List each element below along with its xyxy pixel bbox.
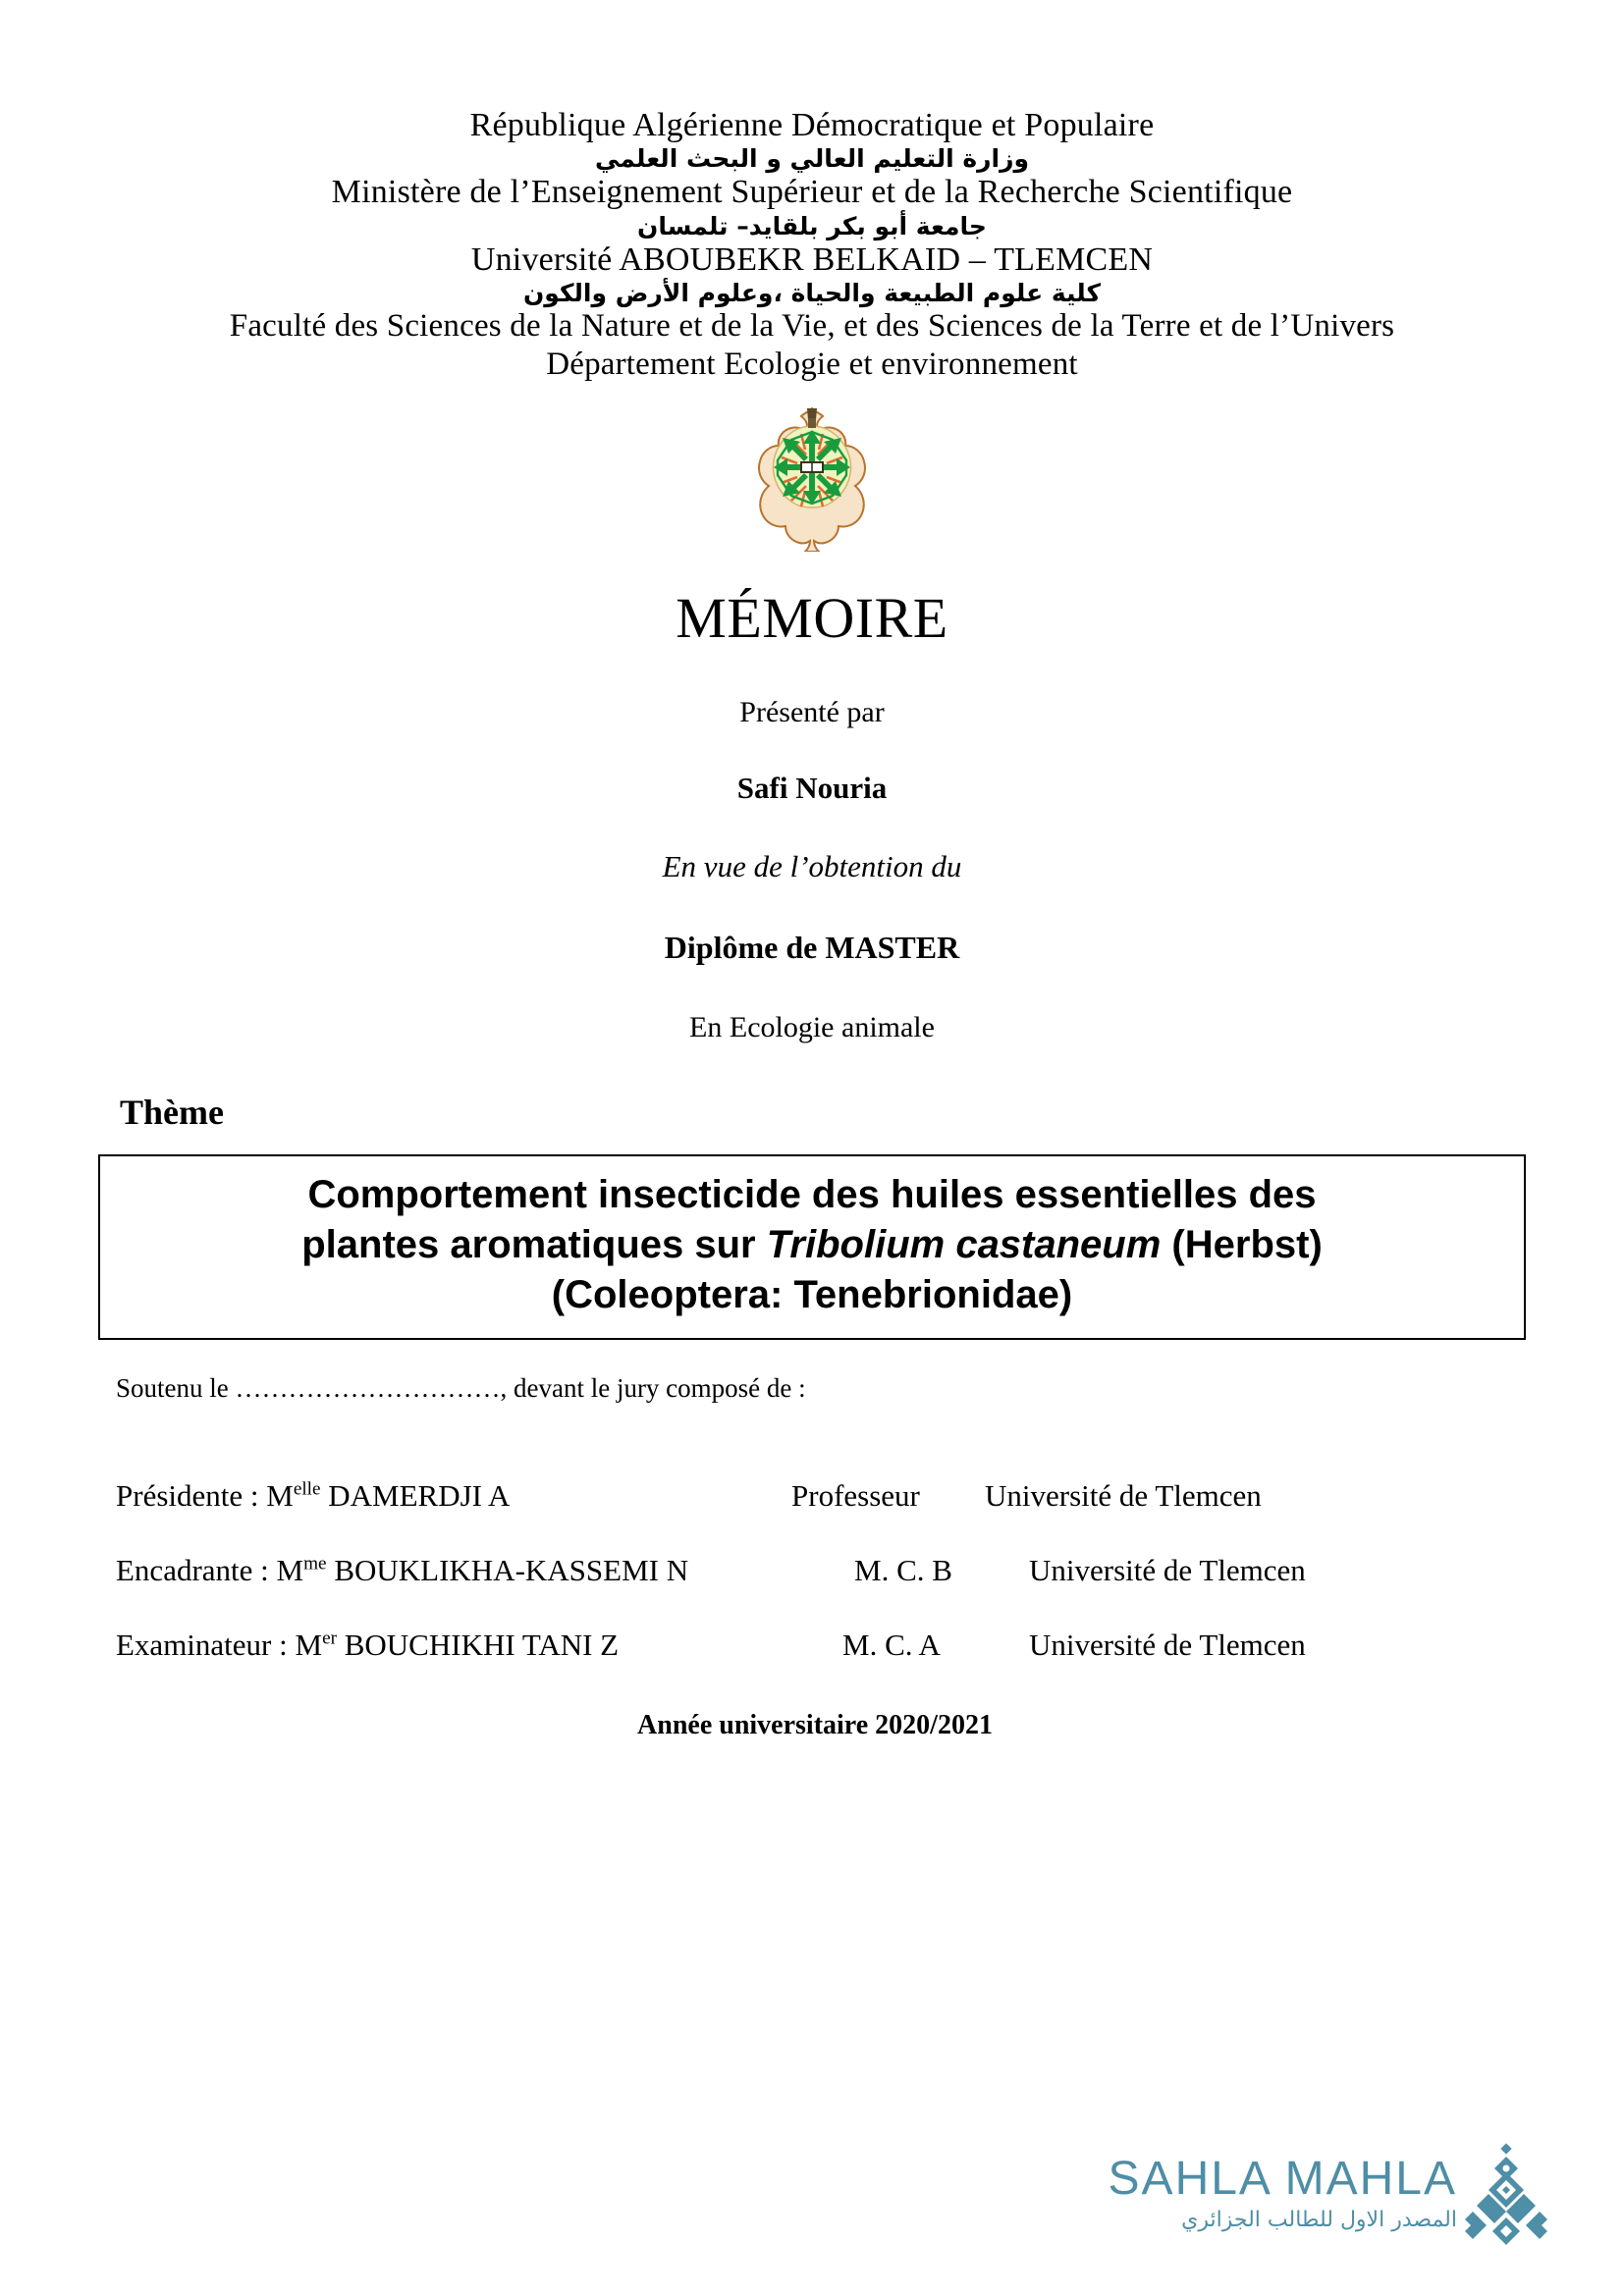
- jury-role-supervisor: Encadrante : $M^{me}$ BOUKLIKHA-KASSEMI N: [116, 1553, 689, 1588]
- jury-role-president: Présidente : $M^{elle}$ DAMERDJI A: [116, 1478, 511, 1514]
- academic-year: Année universitaire 2020/2021: [637, 1710, 993, 1741]
- jury-grade: M. C. A: [842, 1628, 941, 1663]
- jury-list: [116, 1478, 1624, 1665]
- jury-role-suffix: er: [322, 1629, 337, 1650]
- watermark-subtitle-ar: المصدر الاول للطالب الجزائري: [1181, 2207, 1457, 2232]
- jury-role-suffix: me: [303, 1554, 327, 1575]
- jury-row: [116, 1478, 1624, 1516]
- header-line-department: Département Ecologie et environnement: [546, 346, 1078, 382]
- emblem-container: [0, 406, 1624, 552]
- jury-university: Université de Tlemcen: [1029, 1628, 1306, 1663]
- thesis-title-line-2-post: (Herbst): [1161, 1223, 1323, 1267]
- jury-grade: M. C. B: [854, 1553, 952, 1588]
- sahla-mahla-watermark: [1109, 2143, 1547, 2245]
- jury-role-examiner: Examinateur : Mer BOUCHIKHI TANI Z: [116, 1628, 620, 1663]
- watermark-text: [1108, 2152, 1457, 2232]
- thesis-title-line-3: (Coleoptera: Tenebrionidae): [551, 1273, 1073, 1317]
- header-line-university-fr: Université ABOUBEKR BELKAID – TLEMCEN: [470, 240, 1154, 278]
- institution-header: [0, 0, 1624, 383]
- header-line-ministry-fr: Ministère de l’Enseignement Supérieur et de la Recherche Scientifique: [331, 174, 1293, 211]
- header-line-faculty-ar: كلية علوم الطبيعة والحياة ،وعلوم الأرض والكون: [522, 279, 1102, 308]
- header-line-faculty-fr: Faculté des Sciences de la Nature et de la Vie, et des Sciences de la Terre et de l’Univers: [229, 308, 1395, 345]
- presented-by-label: Présenté par: [739, 695, 885, 728]
- diamond-ornament-icon: [1463, 2143, 1547, 2245]
- header-line-university-ar: جامعة أبو بكر بلقايد– تلمسان: [637, 211, 987, 240]
- jury-row: [116, 1628, 1624, 1665]
- thesis-title-line-2-pre: plantes aromatiques sur: [301, 1223, 767, 1267]
- defense-date-line: Soutenu le …………………………, devant le jury composé de :: [116, 1373, 806, 1404]
- jury-university: Université de Tlemcen: [1029, 1553, 1306, 1588]
- degree-name: Diplôme de MASTER: [664, 929, 960, 965]
- thesis-title-line-2: [116, 1220, 1508, 1270]
- jury-role-suffix: elle: [293, 1479, 321, 1501]
- header-line-ministry-ar: وزارة التعليم العالي و البحث العلمي: [594, 144, 1030, 174]
- jury-university: Université de Tlemcen: [985, 1478, 1262, 1514]
- watermark-brand-name: SAHLA MAHLA: [1108, 2152, 1457, 2205]
- header-line-republic: République Algérienne Démocratique et Populaire: [469, 107, 1155, 143]
- jury-row: [116, 1553, 1624, 1590]
- university-emblem-icon: [752, 406, 872, 552]
- thesis-title-species: Tribolium castaneum: [766, 1223, 1162, 1267]
- specialty-name: En Ecologie animale: [689, 1010, 935, 1043]
- thesis-title-line-1: Comportement insecticide des huiles essentielles des: [307, 1172, 1317, 1216]
- author-name: Safi Nouria: [736, 770, 888, 805]
- document-type-title: MÉMOIRE: [676, 585, 948, 650]
- theme-label: Thème: [120, 1092, 224, 1132]
- in-view-of-label: En vue de l’obtention du: [662, 848, 962, 883]
- thesis-title-box: [98, 1154, 1526, 1341]
- jury-grade: Professeur: [791, 1478, 920, 1514]
